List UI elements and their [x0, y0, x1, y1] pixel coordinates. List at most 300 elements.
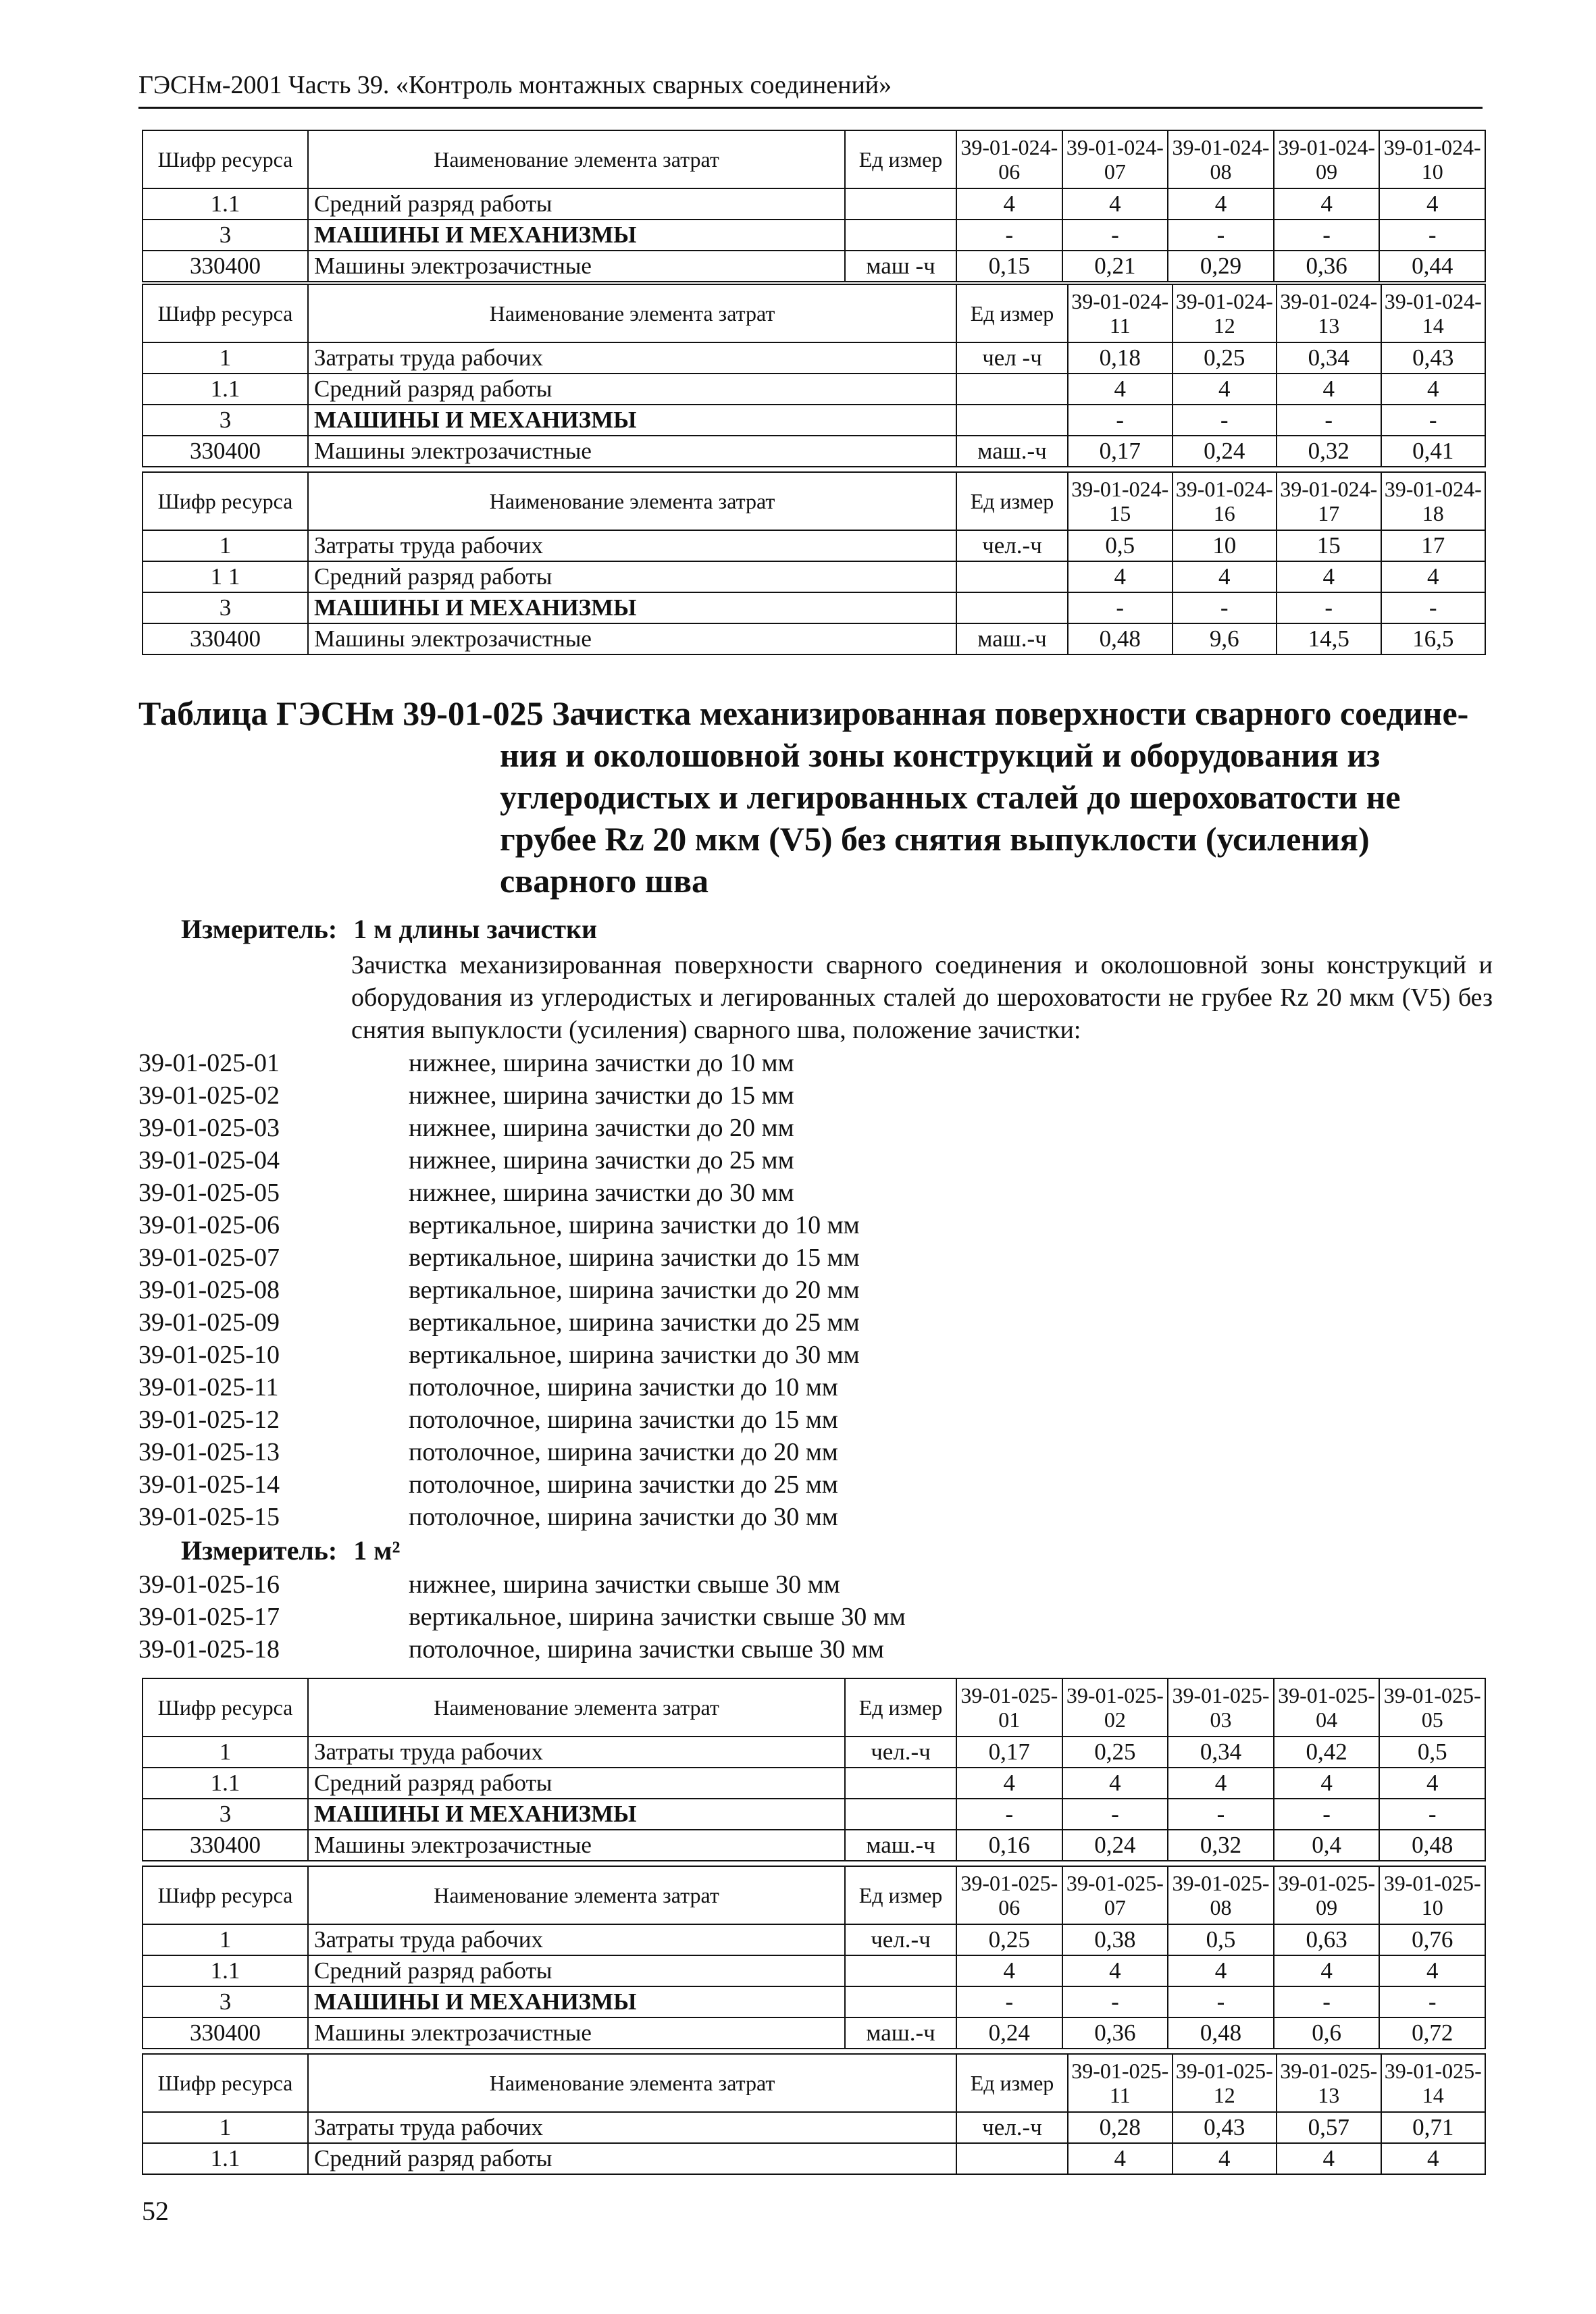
header-norm-code: 39-01-025-02 [1062, 1678, 1168, 1737]
header-resource-code: Шифр ресурса [143, 130, 308, 188]
list-item [138, 1404, 860, 1436]
list-item [138, 1047, 860, 1079]
cell-value: 0,5 [1379, 1737, 1485, 1768]
item-code: 39-01-025-02 [138, 1081, 280, 1110]
cell-value: 4 [1068, 374, 1173, 405]
cell-value: - [1068, 405, 1173, 436]
cell-value: 0,34 [1168, 1737, 1274, 1768]
cell-value: 0,15 [956, 251, 1062, 282]
cell-value: 4 [956, 188, 1062, 220]
cell-value: 0,43 [1381, 342, 1486, 374]
resource-table-024-06-10 [142, 130, 1486, 282]
header-norm-code: 39-01-025-03 [1168, 1678, 1274, 1737]
cell-element-name: МАШИНЫ И МЕХАНИЗМЫ [308, 592, 956, 623]
cell-value: 4 [1379, 188, 1485, 220]
item-code: 39-01-025-16 [138, 1570, 280, 1599]
cell-element-name: Средний разряд работы [308, 188, 845, 220]
resource-table-024-11-14 [142, 284, 1486, 467]
measure-2-label: Измеритель: [181, 1535, 338, 1566]
table-row [143, 1955, 1485, 1986]
header-element-name: Наименование элемента затрат [308, 1678, 845, 1737]
cell-value: 0,32 [1277, 436, 1381, 467]
table-row [143, 2143, 1485, 2174]
header-unit: Ед измер [845, 1866, 956, 1924]
header-resource-code: Шифр ресурса [143, 2054, 308, 2112]
cell-value: 4 [1274, 188, 1380, 220]
header-norm-code: 39-01-025-04 [1274, 1678, 1380, 1737]
header-norm-code: 39-01-024-11 [1068, 284, 1173, 342]
cell-resource-code: 330400 [143, 436, 308, 467]
cell-value: 4 [1381, 561, 1486, 592]
cell-value: 0,43 [1173, 2112, 1277, 2143]
cell-value: 0,29 [1168, 251, 1274, 282]
cell-value: 4 [1168, 188, 1274, 220]
header-norm-code: 39-01-024-08 [1168, 130, 1274, 188]
header-element-name: Наименование элемента затрат [308, 2054, 956, 2112]
cell-value: - [1381, 592, 1486, 623]
header-norm-code: 39-01-025-14 [1381, 2054, 1486, 2112]
header-norm-code: 39-01-024-10 [1379, 130, 1485, 188]
cell-resource-code: 3 [143, 1986, 308, 2017]
item-text: нижнее, ширина зачистки до 15 мм [409, 1081, 794, 1110]
table-row [143, 2017, 1485, 2049]
cell-value: 0,5 [1068, 530, 1173, 561]
cell-value: 0,48 [1168, 2017, 1274, 2049]
item-code: 39-01-025-01 [138, 1049, 280, 1077]
item-code: 39-01-025-11 [138, 1373, 279, 1402]
cell-value: 0,48 [1068, 623, 1173, 654]
cell-unit [845, 1955, 956, 1986]
cell-value: 0,63 [1274, 1924, 1380, 1955]
header-norm-code: 39-01-025-10 [1379, 1866, 1485, 1924]
list-item [138, 1177, 860, 1209]
header-unit: Ед измер [956, 472, 1068, 530]
cell-value: 15 [1277, 530, 1381, 561]
cell-element-name: Затраты труда рабочих [308, 342, 956, 374]
table-title-line-1: Таблица ГЭСНм 39-01-025 Зачистка механизированная поверхности сварного соедине- [138, 694, 1469, 732]
cell-resource-code: 3 [143, 1799, 308, 1830]
table-row [143, 220, 1485, 251]
cell-value: - [1168, 220, 1274, 251]
item-code: 39-01-025-10 [138, 1341, 280, 1369]
cell-value: - [1277, 405, 1381, 436]
list-item [138, 1501, 860, 1533]
header-norm-code: 39-01-024-15 [1068, 472, 1173, 530]
cell-value: 0,4 [1274, 1830, 1380, 1861]
item-text: нижнее, ширина зачистки до 25 мм [409, 1146, 794, 1175]
item-text: потолочное, ширина зачистки свыше 30 мм [409, 1635, 884, 1664]
cell-element-name: Машины электрозачистные [308, 436, 956, 467]
cell-value: 4 [1277, 374, 1381, 405]
header-norm-code: 39-01-024-13 [1277, 284, 1381, 342]
header-element-name: Наименование элемента затрат [308, 130, 845, 188]
item-code: 39-01-025-15 [138, 1503, 280, 1531]
cell-resource-code: 1 [143, 1737, 308, 1768]
cell-value: - [1379, 220, 1485, 251]
cell-resource-code: 1.1 [143, 2143, 308, 2174]
cell-value: - [1168, 1986, 1274, 2017]
cell-value: 0,36 [1062, 2017, 1168, 2049]
item-text: потолочное, ширина зачистки до 30 мм [409, 1503, 838, 1531]
cell-element-name: Затраты труда рабочих [308, 530, 956, 561]
cell-unit: чел.-ч [956, 530, 1068, 561]
cell-value: 14,5 [1277, 623, 1381, 654]
table-row [143, 405, 1485, 436]
header-norm-code: 39-01-025-09 [1274, 1866, 1380, 1924]
cell-value: - [956, 1986, 1062, 2017]
cell-resource-code: 330400 [143, 2017, 308, 2049]
item-text: нижнее, ширина зачистки до 30 мм [409, 1179, 794, 1207]
cell-element-name: Затраты труда рабочих [308, 1924, 845, 1955]
resource-table-024-15-18 [142, 471, 1486, 655]
cell-value: 0,44 [1379, 251, 1485, 282]
cell-value: - [1168, 1799, 1274, 1830]
resource-table-025-06-10 [142, 1866, 1486, 2049]
cell-unit: чел.-ч [845, 1924, 956, 1955]
item-code: 39-01-025-12 [138, 1406, 280, 1434]
item-code: 39-01-025-08 [138, 1276, 280, 1304]
list-item [138, 1339, 860, 1371]
cell-value: 0,76 [1379, 1924, 1485, 1955]
cell-resource-code: 1 [143, 2112, 308, 2143]
table-row [143, 251, 1485, 282]
item-code: 39-01-025-17 [138, 1603, 280, 1631]
item-text: вертикальное, ширина зачистки до 30 мм [409, 1341, 860, 1369]
cell-value: - [956, 1799, 1062, 1830]
table-row [143, 1768, 1485, 1799]
measure-1-value: 1 м длины зачистки [353, 914, 598, 944]
cell-resource-code: 1.1 [143, 188, 308, 220]
table-row [143, 623, 1485, 654]
item-code: 39-01-025-14 [138, 1470, 280, 1499]
header-norm-code: 39-01-025-08 [1168, 1866, 1274, 1924]
cell-element-name: Затраты труда рабочих [308, 2112, 956, 2143]
cell-element-name: МАШИНЫ И МЕХАНИЗМЫ [308, 405, 956, 436]
header-norm-code: 39-01-024-12 [1173, 284, 1277, 342]
cell-resource-code: 3 [143, 220, 308, 251]
cell-value: 4 [1068, 2143, 1173, 2174]
measure-2-value: 1 м² [353, 1535, 401, 1566]
item-text: нижнее, ширина зачистки до 20 мм [409, 1114, 794, 1142]
cell-resource-code: 3 [143, 592, 308, 623]
cell-value: 0,34 [1277, 342, 1381, 374]
cell-unit: маш.-ч [956, 436, 1068, 467]
cell-unit: маш.-ч [956, 623, 1068, 654]
cell-element-name: МАШИНЫ И МЕХАНИЗМЫ [308, 220, 845, 251]
cell-value: - [1062, 1799, 1168, 1830]
header-norm-code: 39-01-025-13 [1277, 2054, 1381, 2112]
header-norm-code: 39-01-024-06 [956, 130, 1062, 188]
list-item [138, 1633, 906, 1666]
cell-value: 0,48 [1379, 1830, 1485, 1861]
cell-resource-code: 1 1 [143, 561, 308, 592]
header-norm-code: 39-01-025-11 [1068, 2054, 1173, 2112]
header-element-name: Наименование элемента затрат [308, 472, 956, 530]
cell-value: 0,17 [1068, 436, 1173, 467]
cell-unit [845, 1986, 956, 2017]
cell-unit: маш.-ч [845, 2017, 956, 2049]
header-unit: Ед измер [845, 1678, 956, 1737]
item-text: вертикальное, ширина зачистки до 15 мм [409, 1243, 860, 1272]
table-row [143, 2112, 1485, 2143]
cell-element-name: Средний разряд работы [308, 1768, 845, 1799]
table-title-continuation: ния и околошовной зоны конструкций и оборудования из углеродистых и легированных сталей до шероховатости не грубее Rz 20 мкм (V5) без снятия выпуклости (усиления) сварного шва [500, 736, 1401, 900]
cell-resource-code: 330400 [143, 251, 308, 282]
table-row [143, 436, 1485, 467]
item-text: потолочное, ширина зачистки до 20 мм [409, 1438, 838, 1466]
cell-value: - [1274, 220, 1380, 251]
cell-value: 0,21 [1062, 251, 1168, 282]
cell-resource-code: 3 [143, 405, 308, 436]
item-code: 39-01-025-06 [138, 1211, 280, 1239]
cell-element-name: Машины электрозачистные [308, 623, 956, 654]
table-row [143, 1737, 1485, 1768]
table-row [143, 530, 1485, 561]
cell-value: 17 [1381, 530, 1486, 561]
cell-value: - [956, 220, 1062, 251]
header-norm-code: 39-01-024-09 [1274, 130, 1380, 188]
cell-value: 4 [1274, 1955, 1380, 1986]
cell-unit [956, 374, 1068, 405]
cell-value: 4 [1277, 2143, 1381, 2174]
list-item [138, 1436, 860, 1468]
cell-resource-code: 330400 [143, 1830, 308, 1861]
table-row [143, 1799, 1485, 1830]
cell-value: - [1274, 1799, 1380, 1830]
cell-value: 0,38 [1062, 1924, 1168, 1955]
cell-value: 0,24 [1062, 1830, 1168, 1861]
header-norm-code: 39-01-024-17 [1277, 472, 1381, 530]
item-text: вертикальное, ширина зачистки свыше 30 мм [409, 1603, 906, 1631]
cell-value: 9,6 [1173, 623, 1277, 654]
cell-element-name: МАШИНЫ И МЕХАНИЗМЫ [308, 1799, 845, 1830]
header-unit: Ед измер [845, 130, 956, 188]
cell-value: 0,25 [1173, 342, 1277, 374]
header-element-name: Наименование элемента затрат [308, 1866, 845, 1924]
list-item [138, 1568, 906, 1601]
cell-value: 4 [1274, 1768, 1380, 1799]
cell-element-name: МАШИНЫ И МЕХАНИЗМЫ [308, 1986, 845, 2017]
cell-value: 4 [1277, 561, 1381, 592]
table-row [143, 1986, 1485, 2017]
cell-value: 4 [1381, 2143, 1486, 2174]
cell-unit [956, 405, 1068, 436]
item-text: вертикальное, ширина зачистки до 25 мм [409, 1308, 860, 1337]
header-norm-code: 39-01-024-16 [1173, 472, 1277, 530]
resource-table-025-11-14 [142, 2053, 1486, 2175]
cell-value: - [1277, 592, 1381, 623]
cell-value: 4 [956, 1955, 1062, 1986]
header-resource-code: Шифр ресурса [143, 1866, 308, 1924]
header-norm-code: 39-01-025-12 [1173, 2054, 1277, 2112]
cell-value: 10 [1173, 530, 1277, 561]
cell-element-name: Затраты труда рабочих [308, 1737, 845, 1768]
cell-element-name: Машины электрозачистные [308, 2017, 845, 2049]
cell-value: 4 [1068, 561, 1173, 592]
cell-unit: маш -ч [845, 251, 956, 282]
cell-value: - [1173, 405, 1277, 436]
header-norm-code: 39-01-025-07 [1062, 1866, 1168, 1924]
item-code: 39-01-025-04 [138, 1146, 280, 1175]
item-text: потолочное, ширина зачистки до 10 мм [409, 1373, 838, 1402]
cell-resource-code: 1.1 [143, 1768, 308, 1799]
cell-value: 0,25 [956, 1924, 1062, 1955]
cell-unit [956, 2143, 1068, 2174]
table-row [143, 188, 1485, 220]
cell-value: - [1062, 220, 1168, 251]
header-resource-code: Шифр ресурса [143, 284, 308, 342]
cell-element-name: Средний разряд работы [308, 2143, 956, 2174]
cell-value: - [1379, 1986, 1485, 2017]
list-item [138, 1274, 860, 1306]
measure-1-label: Измеритель: [181, 914, 338, 944]
cell-value: 4 [1381, 374, 1486, 405]
cell-value: 4 [1168, 1955, 1274, 1986]
cell-resource-code: 330400 [143, 623, 308, 654]
cell-value: 4 [1062, 188, 1168, 220]
item-code: 39-01-025-07 [138, 1243, 280, 1272]
cell-value: 4 [1379, 1955, 1485, 1986]
list-item [138, 1079, 860, 1112]
item-list-2 [138, 1568, 906, 1666]
list-item [138, 1144, 860, 1177]
cell-resource-code: 1.1 [143, 1955, 308, 1986]
header-norm-code: 39-01-024-14 [1381, 284, 1486, 342]
item-text: нижнее, ширина зачистки до 10 мм [409, 1049, 794, 1077]
cell-value: 0,32 [1168, 1830, 1274, 1861]
header-norm-code: 39-01-025-01 [956, 1678, 1062, 1737]
list-item [138, 1306, 860, 1339]
resource-table-025-01-05 [142, 1678, 1486, 1861]
cell-value: 0,17 [956, 1737, 1062, 1768]
list-item [138, 1112, 860, 1144]
item-code: 39-01-025-18 [138, 1635, 280, 1664]
item-text: потолочное, ширина зачистки до 15 мм [409, 1406, 838, 1434]
cell-value: - [1062, 1986, 1168, 2017]
cell-unit [845, 1768, 956, 1799]
item-code: 39-01-025-09 [138, 1308, 280, 1337]
cell-element-name: Средний разряд работы [308, 561, 956, 592]
header-element-name: Наименование элемента затрат [308, 284, 956, 342]
cell-value: 4 [1168, 1768, 1274, 1799]
cell-value: 0,57 [1277, 2112, 1381, 2143]
table-header-row [143, 284, 1485, 342]
header-norm-code: 39-01-025-05 [1379, 1678, 1485, 1737]
cell-value: 0,36 [1274, 251, 1380, 282]
cell-unit: чел.-ч [845, 1737, 956, 1768]
cell-value: 0,5 [1168, 1924, 1274, 1955]
header-unit: Ед измер [956, 284, 1068, 342]
cell-value: 4 [1062, 1955, 1168, 1986]
list-item [138, 1209, 860, 1241]
cell-value: - [1381, 405, 1486, 436]
cell-value: 0,71 [1381, 2112, 1486, 2143]
table-row [143, 592, 1485, 623]
header-resource-code: Шифр ресурса [143, 1678, 308, 1737]
item-code: 39-01-025-03 [138, 1114, 280, 1142]
cell-value: 0,25 [1062, 1737, 1168, 1768]
cell-unit: чел.-ч [956, 2112, 1068, 2143]
table-title [138, 692, 1503, 902]
cell-value: 0,72 [1379, 2017, 1485, 2049]
cell-value: 0,42 [1274, 1737, 1380, 1768]
table-header-row [143, 1866, 1485, 1924]
list-item [138, 1241, 860, 1274]
cell-value: 4 [1173, 561, 1277, 592]
table-header-row [143, 2054, 1485, 2112]
item-code: 39-01-025-05 [138, 1179, 280, 1207]
cell-value: 0,41 [1381, 436, 1486, 467]
cell-value: - [1173, 592, 1277, 623]
cell-value: 0,24 [1173, 436, 1277, 467]
cell-resource-code: 1.1 [143, 374, 308, 405]
cell-value: 4 [1173, 2143, 1277, 2174]
cell-element-name: Машины электрозачистные [308, 1830, 845, 1861]
item-text: вертикальное, ширина зачистки до 20 мм [409, 1276, 860, 1304]
cell-value: 0,16 [956, 1830, 1062, 1861]
table-header-row [143, 1678, 1485, 1737]
table-header-row [143, 130, 1485, 188]
cell-resource-code: 1 [143, 342, 308, 374]
item-text: вертикальное, ширина зачистки до 10 мм [409, 1211, 860, 1239]
cell-unit: маш.-ч [845, 1830, 956, 1861]
list-item [138, 1371, 860, 1404]
page-number: 52 [142, 2196, 169, 2226]
table-row [143, 1830, 1485, 1861]
item-list-1 [138, 1047, 860, 1533]
page-header: ГЭСНм-2001 Часть 39. «Контроль монтажных сварных соединений» [138, 70, 1483, 109]
cell-value: 4 [1062, 1768, 1168, 1799]
cell-value: 0,24 [956, 2017, 1062, 2049]
cell-unit [845, 220, 956, 251]
cell-resource-code: 1 [143, 1924, 308, 1955]
cell-unit [956, 561, 1068, 592]
cell-value: 0,28 [1068, 2112, 1173, 2143]
cell-unit: чел -ч [956, 342, 1068, 374]
cell-resource-code: 1 [143, 530, 308, 561]
list-item [138, 1468, 860, 1501]
table-header-row [143, 472, 1485, 530]
cell-unit [956, 592, 1068, 623]
cell-value: - [1274, 1986, 1380, 2017]
header-norm-code: 39-01-024-07 [1062, 130, 1168, 188]
header-unit: Ед измер [956, 2054, 1068, 2112]
table-row [143, 374, 1485, 405]
table-row [143, 561, 1485, 592]
header-norm-code: 39-01-024-18 [1381, 472, 1486, 530]
header-norm-code: 39-01-025-06 [956, 1866, 1062, 1924]
item-text: потолочное, ширина зачистки до 25 мм [409, 1470, 838, 1499]
cell-value: 16,5 [1381, 623, 1486, 654]
list-item [138, 1601, 906, 1633]
cell-unit [845, 1799, 956, 1830]
table-row [143, 342, 1485, 374]
cell-value: - [1379, 1799, 1485, 1830]
item-code: 39-01-025-13 [138, 1438, 280, 1466]
item-text: нижнее, ширина зачистки свыше 30 мм [409, 1570, 840, 1599]
cell-value: - [1068, 592, 1173, 623]
header-resource-code: Шифр ресурса [143, 472, 308, 530]
cell-element-name: Средний разряд работы [308, 374, 956, 405]
cell-element-name: Средний разряд работы [308, 1955, 845, 1986]
cell-unit [845, 188, 956, 220]
measure-description: Зачистка механизированная поверхности сварного соединения и околошовной зоны конструкций и оборудования из углеродистых и легированных сталей до шероховатости не грубее Rz 20 мкм (V5) без снятия выпуклости (усиления) сварного шва, положение зачистки: [351, 951, 1493, 1044]
cell-element-name: Машины электрозачистные [308, 251, 845, 282]
measure-1 [181, 913, 597, 945]
measure-2 [181, 1535, 400, 1566]
table-row [143, 1924, 1485, 1955]
cell-value: 0,18 [1068, 342, 1173, 374]
